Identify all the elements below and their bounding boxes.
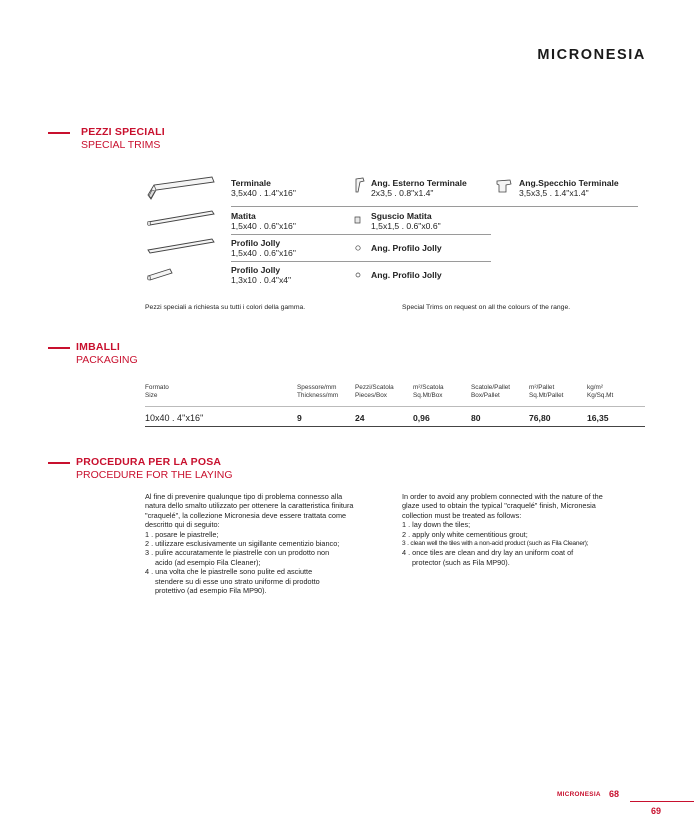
section-title-packaging-it: IMBALLI (76, 341, 120, 353)
footer-brand: MICRONESIA (557, 791, 601, 798)
trim-name: Ang.Specchio Terminale (519, 178, 619, 188)
table-header-size: Formato Size (145, 384, 169, 399)
section-title-laying-it: PROCEDURA PER LA POSA (76, 456, 222, 468)
trim-row-divider (231, 206, 638, 207)
section-marker-laying (48, 462, 70, 464)
section-title-special-en: SPECIAL TRIMS (81, 139, 161, 151)
trim-dims: 1,5x1,5 . 0.6"x0.6" (371, 221, 441, 231)
section-title-packaging-en: PACKAGING (76, 354, 138, 366)
terminale-trim-icon (146, 173, 216, 201)
trim-dims: 3,5x3,5 . 1.4"x1.4" (519, 188, 589, 198)
trim-dims: 3,5x40 . 1.4"x16" (231, 188, 296, 198)
table-cell-sqmt-box: 0,96 (413, 413, 430, 423)
jolly-profile-short-icon (146, 264, 176, 282)
table-header-rule (145, 406, 645, 407)
table-header-kg-sqmt: kg/m² Kg/Sq.Mt (587, 384, 614, 399)
procedure-text-en: In order to avoid any problem connected with the nature of the glaze used to obtain the typical "craquelé" finish, Micronesia collection must be treated as follows: 1 . lay down the tiles; 2 . apply only white cementitious grout; 3 . clean well the tiles with a non-acid product (such as Fila Cleaner); 4 . once tiles are clean and dry lay an uniform coat of protector (such as Fila MP90). (402, 492, 603, 567)
jolly-profile-icon (146, 236, 216, 254)
trim-dims: 1,3x10 . 0.4"x4" (231, 275, 292, 285)
table-header-box-pallet: Scatole/Pallet Box/Pallet (471, 384, 511, 399)
page-number-left: 68 (609, 789, 620, 799)
trims-note-en: Special Trims on request on all the colours of the range. (402, 304, 571, 311)
trim-name: Profilo Jolly (231, 265, 281, 275)
footer-rule (630, 801, 694, 802)
trim-name: Ang. Profilo Jolly (371, 243, 442, 253)
table-cell-box-pallet: 80 (471, 413, 481, 423)
trim-dims: 1,5x40 . 0.6"x16" (231, 248, 296, 258)
section-title-laying-en: PROCEDURE FOR THE LAYING (76, 469, 233, 481)
trim-name: Ang. Esterno Terminale (371, 178, 467, 188)
table-header-sqmt-box: m²/Scatola Sq.Mt/Box (413, 384, 444, 399)
jolly-corner-icon (354, 244, 362, 252)
table-cell-kg-sqmt: 16,35 (587, 413, 609, 423)
trim-name: Terminale (231, 178, 271, 188)
pencil-trim-icon (146, 208, 216, 226)
table-header-thickness: Spessore/mm Thickness/mm (297, 384, 339, 399)
procedure-text-it: Al fine di prevenire qualunque tipo di problema connesso alla natura dello smalto utilizzato per ottenere la caratteristica finitura "craquelé", la collezione Micronesia deve essere trattata come descritto qui di seguito: 1 . posare le piastrelle; 2 . utilizzare esclusivamente un sigillante cementizio bianco; 3 . pulire accuratamente le piastrelle con un prodotto non acido (ad esempio Fila Cleaner); 4 . una volta che le piastrelle sono pulite ed asciutte stendere su di esse uno strato uniforme di prodotto protettivo (ad esempio Fila MP90). (145, 492, 354, 596)
page-number-right: 69 (651, 806, 662, 816)
section-title-special-it: PEZZI SPECIALI (81, 126, 165, 138)
trims-note-it: Pezzi speciali a richiesta su tutti i colori della gamma. (145, 304, 306, 311)
trim-name: Ang. Profilo Jolly (371, 270, 442, 280)
trim-name: Sguscio Matita (371, 211, 432, 221)
table-cell-sqmt-pallet: 76,80 (529, 413, 551, 423)
cove-icon (354, 216, 362, 224)
table-cell-size: 10x40 . 4''x16'' (145, 413, 204, 423)
table-cell-thickness: 9 (297, 413, 302, 423)
jolly-corner-small-icon (354, 271, 362, 279)
trim-dims: 1,5x40 . 0.6"x16" (231, 221, 296, 231)
trim-name: Matita (231, 211, 256, 221)
corner-trim-icon (355, 177, 365, 193)
trim-row-divider (231, 261, 491, 262)
table-cell-pieces: 24 (355, 413, 365, 423)
trim-name: Profilo Jolly (231, 238, 281, 248)
table-header-pieces: Pezzi/Scatola Pieces/Box (355, 384, 394, 399)
table-bottom-rule (145, 426, 645, 427)
section-marker-packaging (48, 347, 70, 349)
mirror-corner-icon (495, 178, 513, 194)
trim-row-divider (231, 234, 491, 235)
collection-title: MICRONESIA (537, 47, 646, 63)
trim-dims: 2x3,5 . 0.8"x1.4" (371, 188, 434, 198)
section-marker-special (48, 132, 70, 134)
table-header-sqmt-pallet: m²/Pallet Sq.Mt/Pallet (529, 384, 564, 399)
